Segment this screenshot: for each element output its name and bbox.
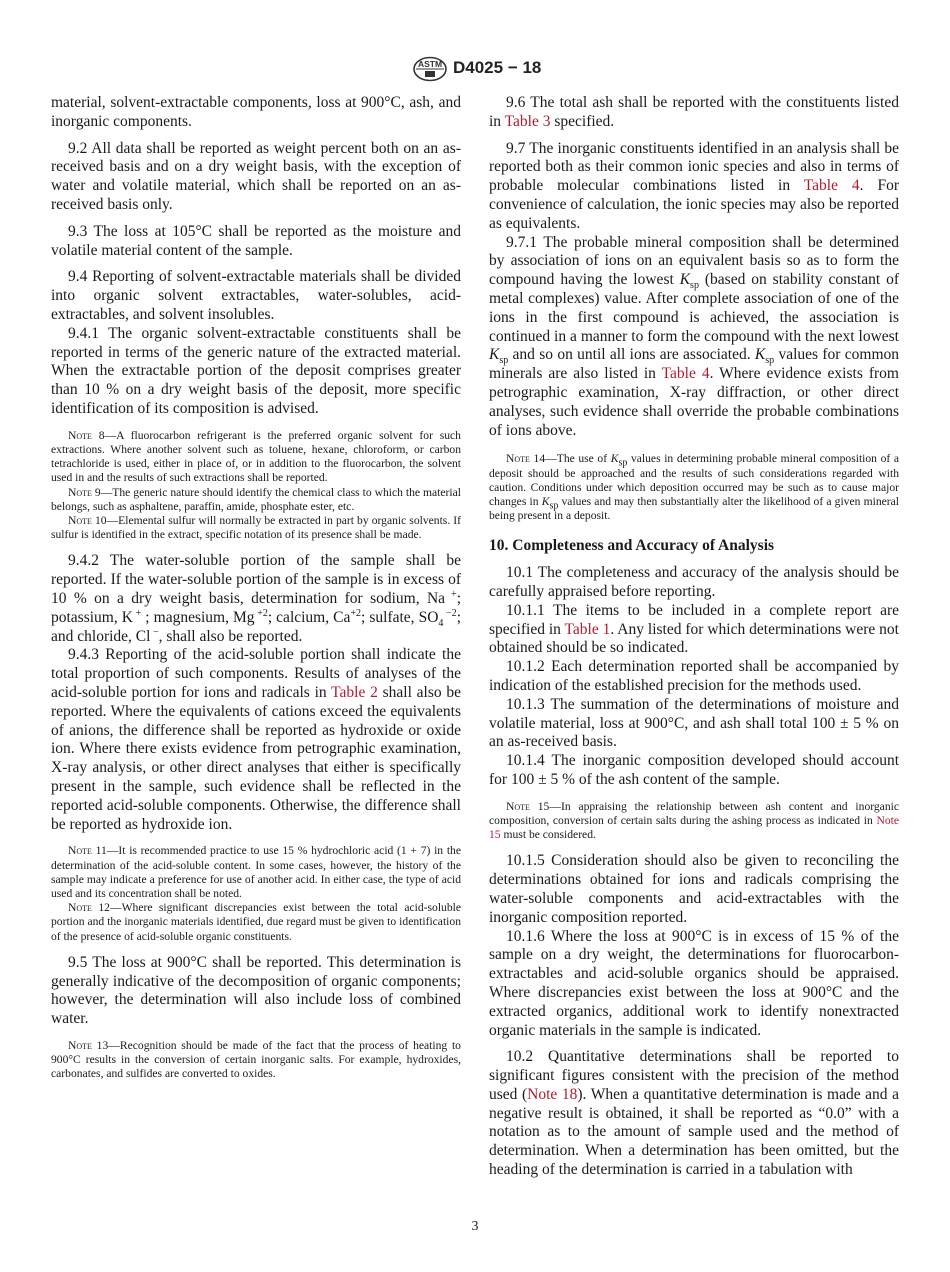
svg-text:ASTM: ASTM xyxy=(417,59,443,69)
note-8 xyxy=(51,429,461,486)
paragraph-9-5: 9.5 The loss at 900°C shall be reported. This determination is generally indicative of the decomposition of organic components; however, the determination will also include loss of combined water. xyxy=(51,953,461,1028)
paragraph-9-4-1: 9.4.1 The organic solvent-extractable constituents shall be reported in terms of the generic nature of the extracted material. When the extractable portion of the deposit comprises greater than 10 % on a dry weight basis of the deposit, more specific identification of its composition is advised. xyxy=(51,324,461,417)
document-id: D4025 − 18 xyxy=(453,58,542,77)
table-2-link[interactable]: Table 2 xyxy=(331,683,378,701)
right-column xyxy=(489,94,899,1180)
paragraph-10-2: 10.2 Quantitative determinations shall be reported to significant figures consistent with the precision of the method used (Note 18). When a quantitative determination is made and a negative result is obtained, it shall be reported as “0.0” with a notation as to the amount of sample used and the method of determination. When a determination has been omitted, but the heading of the determination is carried in a tabulation with xyxy=(489,1048,899,1179)
note-14-label: Note 14 xyxy=(506,452,546,466)
paragraph-9-1-continued: material, solvent-extractable components, loss at 900°C, ash, and inorganic components. xyxy=(51,94,461,130)
paragraph-10-1-3: 10.1.3 The summation of the determinations of moisture and volatile material, loss at 900°C, and ash shall total 100 ± 5 % on an as-received basis. xyxy=(489,695,899,751)
section-10-heading: 10. Completeness and Accuracy of Analysis xyxy=(489,537,775,555)
note-13-label: Note 13 xyxy=(68,1038,109,1052)
note-8-label: Note 8 xyxy=(68,428,105,442)
note-18-link[interactable]: Note 18 xyxy=(527,1085,578,1103)
note-13 xyxy=(51,1039,461,1082)
note-10 xyxy=(51,514,461,542)
note-15: Note 15—In appraising the relationship between ash content and inorganic composition, conversion of certain salts during the ashing process as indicated in Note 15 must be considered. xyxy=(489,799,899,842)
note-14: Note 14—The use of $K_{sp}$ values in determining probable mineral composition of a deposit should be approached and the results of such considerations regarded with caution. Conditions under which deposition occurred may be such as to cause major changes in $K_{sp}$ values and may then substantially alter the likelihood of a given mineral being present in a deposit. xyxy=(489,452,900,523)
paragraph-10-1: 10.1 The completeness and accuracy of the analysis should be carefully appraised before reporting. xyxy=(489,564,899,600)
note-10-label: Note 10 xyxy=(68,513,107,527)
note-12 xyxy=(51,901,461,944)
paragraph-10-1-6: 10.1.6 Where the loss at 900°C is in excess of 15 % of the sample on a dry weight, the determinations for fluorocarbon-extractables and acid-soluble organics should be appraised. Where discrepancies exist between the loss at 900°C and the extracted organics, additional work to identify nonextracted organic materials in the sample is indicated. xyxy=(489,927,899,1039)
table-4-link[interactable]: Table 4 xyxy=(803,177,860,195)
table-4-link-2[interactable]: Table 4 xyxy=(661,365,710,383)
note-11-text: —It is recommended practice to use 15 % hydrochloric acid (1 + 7) in the determination of the acid-soluble content. In some cases, however, the history of the sample may indicate a preference for use of another acid. In either case, the type of acid used and its concentration shall be noted. xyxy=(51,844,461,900)
table-1-link[interactable]: Table 1 xyxy=(564,620,611,638)
note-12-text: —Where significant discrepancies exist between the total acid-soluble portion and the inorganic materials identified, due regard must be given to identification of the presence of acid-soluble organic constituents. xyxy=(51,901,461,943)
note-12-label: Note 12 xyxy=(68,901,110,915)
paragraph-9-4-3: 9.4.3 Reporting of the acid-soluble portion shall indicate the total proportion of such components. Results of analyses of the acid-soluble portion for ions and radicals in Table 2 shall also be reported. Where the equivalents of cations exceed the equivalents of anions, the difference shall be reported as hydroxide or oxide ion. Where there exists evidence from petrographic examination, X-ray analysis, or other direct analyses that either is specifically present in the sample, such evidence shall be reflected in the reported acid-soluble components. Otherwise, the difference shall be reported as hydroxide ion. xyxy=(51,646,461,833)
left-column xyxy=(51,94,461,1082)
table-3-link[interactable]: Table 3 xyxy=(504,112,551,130)
note-11 xyxy=(51,844,461,901)
paragraph-10-1-1: 10.1.1 The items to be included in a complete report are specified in Table 1. Any listed for which determinations were not obtained should be so indicated. xyxy=(489,601,899,657)
paragraph-10-1-2: 10.1.2 Each determination reported shall be accompanied by indication of the established precision for the methods used. xyxy=(489,658,899,694)
note-9 xyxy=(51,486,461,514)
note-13-text: —Recognition should be made of the fact that the process of heating to 900°C results in the conversion of certain inorganic salts. For example, hydroxides, carbonates, and sulfides are converted to oxides. xyxy=(51,1038,461,1081)
paragraph-9-7: 9.7 The inorganic constituents identified in an analysis shall be reported both as their common ionic species and also in terms of probable molecular combinations listed in Table 4. For convenience of calculation, the ionic species may also be reported as equivalents. xyxy=(489,139,899,232)
note-9-label: Note 9 xyxy=(68,485,101,499)
note-8-text: —A fluorocarbon refrigerant is the preferred organic solvent for such extractions. Where another solvent such as toluene, hexane, chloroform, or carbon tetrachloride is used, either in place of, or in addition to the fluorocarbon, the solvent used in and the results of such extractions shall be reported. xyxy=(51,428,461,485)
note-10-text: —Elemental sulfur will normally be extracted in part by organic solvents. If sulfur is identified in the extract, specific notation of its presence shall be made. xyxy=(51,513,461,542)
page-header xyxy=(0,56,950,82)
paragraph-10-1-4: 10.1.4 The inorganic composition developed should account for 100 ± 5 % of the ash content of the sample. xyxy=(489,752,899,788)
page-number: 3 xyxy=(471,1219,479,1234)
paragraph-9-6: 9.6 The total ash shall be reported with the constituents listed in Table 3 specified. xyxy=(489,94,899,130)
paragraph-9-7-1: 9.7.1 The probable mineral composition shall be determined by association of ions on an equivalent basis so as to form the compound having the lowest $K_{sp}$ (based on stability constant of metal complexes) value. After complete association of one of the ions in the first compound is achieved, the association is continued in a manner to form the compound with the next lowest $K_{sp}$ and so on until all ions are associated. $K_{sp}$ values for common minerals are also listed in Table 4. Where evidence exists from petrographic examination, X-ray diffraction, or other direct analyses, such evidence shall override the probable combinations of ions above. xyxy=(489,233,900,439)
note-11-label: Note 11 xyxy=(68,844,107,858)
paragraph-9-3: 9.3 The loss at 105°C shall be reported as the moisture and volatile material content of the sample. xyxy=(51,222,461,259)
astm-logo-icon xyxy=(412,56,448,82)
note-9-text: —The generic nature should identify the chemical class to which the material belongs, such as asphaltene, paraffin, amide, phosphate ester, etc. xyxy=(51,485,461,513)
paragraph-9-4-2: 9.4.2 The water-soluble portion of the sample shall be reported. If the water-soluble portion of the sample is in excess of 10 % on a dry weight basis, determination for sodium, Na +; potassium, K + ; magnesium, Mg $^{+2}$; calcium, $Ca^{+2}$; sulfate, $SO_4$ $^{-2}$; and chloride, Cl −, shall also be reported. xyxy=(51,552,462,645)
paragraph-10-1-5: 10.1.5 Consideration should also be given to reconciling the determinations obtained for ions and radicals comprising the water-soluble components and acid-extractables with the inorganic composition reported. xyxy=(489,852,899,926)
note-15-label: Note 15 xyxy=(506,799,550,813)
note-15-link[interactable]: Note 15 xyxy=(489,813,899,842)
paragraph-9-4: 9.4 Reporting of solvent-extractable materials shall be divided into organic solvent extractables, water-solubles, acid-extractables, and solvent insolubles. xyxy=(51,268,461,323)
paragraph-9-2: 9.2 All data shall be reported as weight percent both on an as-received basis and on a dry weight basis, with the exception of water and volatile material, which shall be reported on an as-received basis only. xyxy=(51,139,461,213)
